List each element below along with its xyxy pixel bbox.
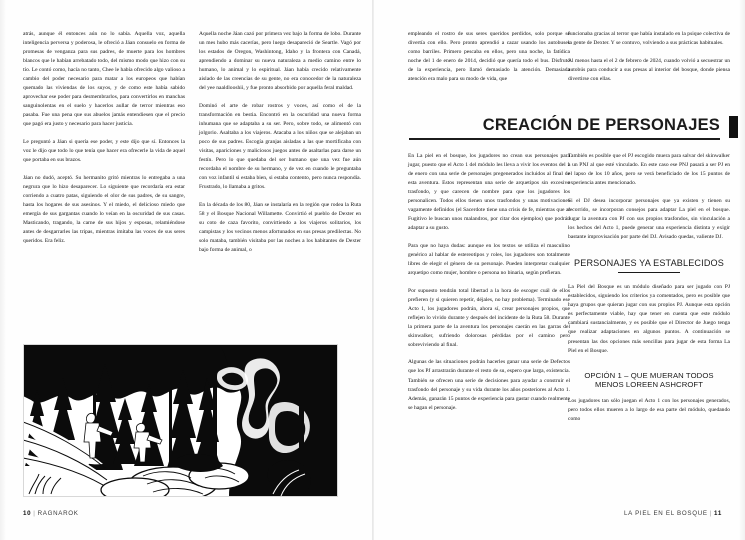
folio-left-page-number: 10 bbox=[23, 510, 32, 517]
page-right-shadow bbox=[739, 0, 745, 540]
text-column-3 bbox=[408, 30, 570, 84]
paragraph: Jáan no dudó, aceptó. Su hermanito gritó mientras lo entregaba a una negrura que lo hizo desaparecer. Lo siguiente que recordaría era estar corriendo a cuatro patas, siguiendo el olor de sus padres, de su sangre, hasta los hogares de sus asesinos. Y el miedo, el delicioso miedo que emergía de sus gargantas cuando lo veían en la oscuridad de sus casas. Masticando, tragando, la carne de sus hijos y esposas, relamiéndose antes de desgarrarles las tripas, mientras imitaba las voces de sus seres queridos. Era feliz. bbox=[23, 174, 185, 244]
folio-right-page-number: 11 bbox=[714, 510, 722, 517]
section-heading-rule bbox=[409, 138, 720, 140]
paragraph: En la década de los 80, Jáan se instalaría en la región que rodea la Ruta 58 y el Bosque Nacional Willamette. Convirtió el pueblo de Dexter en su coto de caza favorito, convirtiendo a los viajeros solitarios, los campistas y los vecinos menos afortunados en sus presas predilectas. No solo mataba, también visitaba por las noches a los habitantes de Dexter bajo forma de animal, o bbox=[199, 201, 361, 254]
subsection-heading: PERSONAJES YA ESTABLECIDOS bbox=[574, 257, 724, 268]
subsection-heading-rule bbox=[618, 272, 680, 273]
paragraph: atrás, aunque él entonces aún no lo sabía. Aquella voz, aquella inteligencia perversa y poderosa, le ofreció a Jáan consuelo en forma de promesas de venganza para sus padres, de muerte para los hombres blancos que le habían arrebatado todo, del mismo modo que hizo con su tío. Le contó como, hacía no tanto, Chee le había ofrecido algo valioso a cambio del poder necesario para matar a los europeos que habían quemado las viviendas de los suyos, y de como este había sabido aprovechar ese poder para desmembrarlos, para convertirlos en manchas sanguinolentas en el suelo y hacerlos aullar de terror mientras eso pasaba. Fue una pena que sus abuelos jamás entendiesen que el precio que pagó era justo y necesario para hacer justicia. bbox=[23, 31, 185, 128]
paragraph: La Piel del Bosque es un módulo diseñado para ser jugado con PJ establecidos, siguiendo los criterios ya comentados, pero es posible que haya grupos que quieran jugar con sus propios PJ. Aunque esta opción es perfectamente viable, hay que tener en cuenta que este módulo cambiará sustancialmente, y es posible que el Director de Juego tenga que realizar adaptaciones en algunos puntos. A continuación se presentan las dos opciones más sencillas para jugar de esta forma La Piel en el Bosque. bbox=[568, 284, 730, 354]
paragraph: Por supuesto tendrán total libertad a la hora de escoger cuál de ellos prefieren (y si quieren repetir, déjales, no hay problema). Terminado ese Acto 1, los jugadores podrán, ahora sí, crear personajes propios, que reflejen lo vivido durante y después del incidente de la Ruta 58. Durante la primera parte de la aventura los personajes caerán en las garras del skinwalker, sufriendo dolorosas pérdidas por el camino pero sobreviviendo al final. bbox=[408, 287, 570, 348]
folio-left bbox=[23, 510, 79, 517]
section-heading-block bbox=[408, 115, 738, 149]
option-heading-line2: MENOS LOREEN ASHCROFT bbox=[594, 380, 704, 390]
page-gutter bbox=[372, 0, 374, 540]
paragraph: Le preguntó a Jáan si quería ese poder, y este dijo que sí. Entonces la voz le dijo que todo lo que tenía que hacer era ofrecerle la vida de aquel que portaba en sus brazos. bbox=[23, 139, 185, 164]
folio-left-title: RAGNAROK bbox=[37, 510, 79, 517]
paragraph: Si el DJ desea incorporar personajes que ya existen y tienen su recorrido, se incorporan consejos para adaptar La piel en el bosque. Jugar la aventura con PJ con sus propios trasfondos, sin vinculación a los hechos del Acto 1, puede generar una experiencia distinta y exigir bastante improvisación por parte del DJ. Avisado quedas, valiente DJ. bbox=[568, 197, 730, 240]
paragraph: Al menos hasta el el 2 de febrero de 2024, cuando volvió a secuestrar un autobús para conducir a sus presas al interior del bosque, donde piensa divertirse con ellas. bbox=[568, 57, 730, 82]
paragraph: empleando el rostro de sus seres queridos perdidos, solo porque se divertía con ello. Pero pronto aprendió a cazar usando los autobuses como barriles. Primero pescaba en ellos, pero una noche, la fatídica noche del 1 de enero de 2014, decidió que quería todo el bus. Disfrutó de la experiencia, pero llamó demasiado la atención. Demasiada atención era malo para su modo de vida, que bbox=[408, 31, 570, 83]
forest-illustration bbox=[23, 344, 338, 497]
folio-left-separator: | bbox=[33, 510, 36, 517]
folio-right-separator: | bbox=[709, 510, 713, 517]
paragraph: También es posible que el PJ escogido muera para salvar del skinwalker a un PNJ al que esté vinculado. En este caso ese PNJ pasará a ser PJ en el lapso de los 10 años, pero se verá beneficiado de los 15 puntos de experiencia antes mencionado. bbox=[568, 153, 730, 187]
illustration-artwork bbox=[23, 344, 338, 497]
paragraph: Para que no haya dudas: aunque en los textos se utiliza el masculino genérico al hablar de estereotipos y roles, los jugadores son totalmente libres de elegir el género de su personaje. Pueden interpretar cualquier arquetipo como mujer, hombre o persona no binaria, según prefieran. bbox=[408, 242, 570, 277]
paragraph: funcionaba gracias al terror que había instalado en la psique colectiva de la gente de Dexter. Y se contuvo, volviendo a sus prácticas habituales. bbox=[568, 31, 730, 47]
section-heading-text: CREACIÓN DE PERSONAJES bbox=[482, 116, 720, 134]
section-heading-bar bbox=[729, 116, 738, 138]
paragraph: Algunas de las situaciones podrán hacerles ganar una serie de Defectos que los PJ arrastrarán durante el resto de su, espero que larga, existencia. También se ofrecen una serie de decisiones para ayudar a construir el trasfondo del personaje y su vida durante los años posteriores al Acto 1. Además, ganarán 15 puntos de experiencia para gastar cuando realmente se hagan el personaje. bbox=[408, 359, 570, 411]
folio-right-title: LA PIEL EN EL BOSQUE bbox=[624, 510, 708, 517]
option-heading bbox=[568, 371, 730, 390]
text-column-4 bbox=[568, 30, 730, 84]
text-column-4-body bbox=[568, 152, 730, 424]
paragraph: Dominó el arte de robar rostros y voces, así como el de la transformación en bestia. Encontró en la oscuridad una nueva forma inhumana que se adaptaba a su ser. Pero, sobre todo, se alimentó con jolgorio. Asaltaba a los viajeros. Atacaba a los niños que se alejaban un poco de sus padres. Escogía granjas aisladas a las que mortificaba con visitas, apariciones y maliciosos juegos antes de asaltarlas para darse un festín. Pero lo que quedaba del ser humano que una vez fue aún recordaba el nombre de su hermano, y de vez en cuando le preguntaba con voz infantil si estaba bien, si estaba contento, pero nunca respondía. Frustrado, lo llamaba a gritos. bbox=[199, 102, 361, 191]
paragraph: Aquella noche Jáan cazó por primera vez bajo la forma de lobo. Durante un mes hubo más cacerías, pero luego desapareció de Seartle. Vagó por los estados de Oregon, Washintong, Idaho y la frontera con Canadá, aprendiendo a dominar su nueva naturaleza a medio camino entre lo humano, lo animal y lo espiritual. Jáan había crecido relativamente aislado de las creencias de su gente, no era conocedor de la naturaleza del yee naaldlooshii, y fue pronto absorbido por aquella feral maldad. bbox=[199, 31, 361, 92]
page-left-shadow bbox=[0, 0, 6, 540]
option-heading-line1: OPCIÓN 1 – QUE MUERAN TODOS bbox=[584, 370, 714, 380]
text-column-1 bbox=[23, 30, 185, 246]
folio-right bbox=[624, 510, 722, 517]
text-column-3-body bbox=[408, 152, 570, 413]
text-column-2 bbox=[199, 30, 361, 255]
paragraph: En La piel en el bosque, los jugadores no crean sus personajes para jugar, puesto que el Acto 1 del módulo les lleva a vivir los eventos del 1 de enero con una serie de personajes pregenerados incluidos al final de esta aventura. Estos representan una serie de arquetipos sin excesivo trasfondo, y que carecen de nombre para que los jugadores los personalicen. Todos ellos tienen unos trasfondos y unas motivaciones vagamente definidos (el Sacerdote tiene una crisis de fe, mientras que al Fugitivo le buscan unos malandros, por citar dos ejemplos) que podrán adaptar a su gusto. bbox=[408, 153, 570, 232]
paragraph: Los jugadores tan sólo juegan el Acto 1 con los personajes generados, pero todos ellos mueren a lo largo de esa parte del módulo, quedando como bbox=[568, 397, 730, 422]
